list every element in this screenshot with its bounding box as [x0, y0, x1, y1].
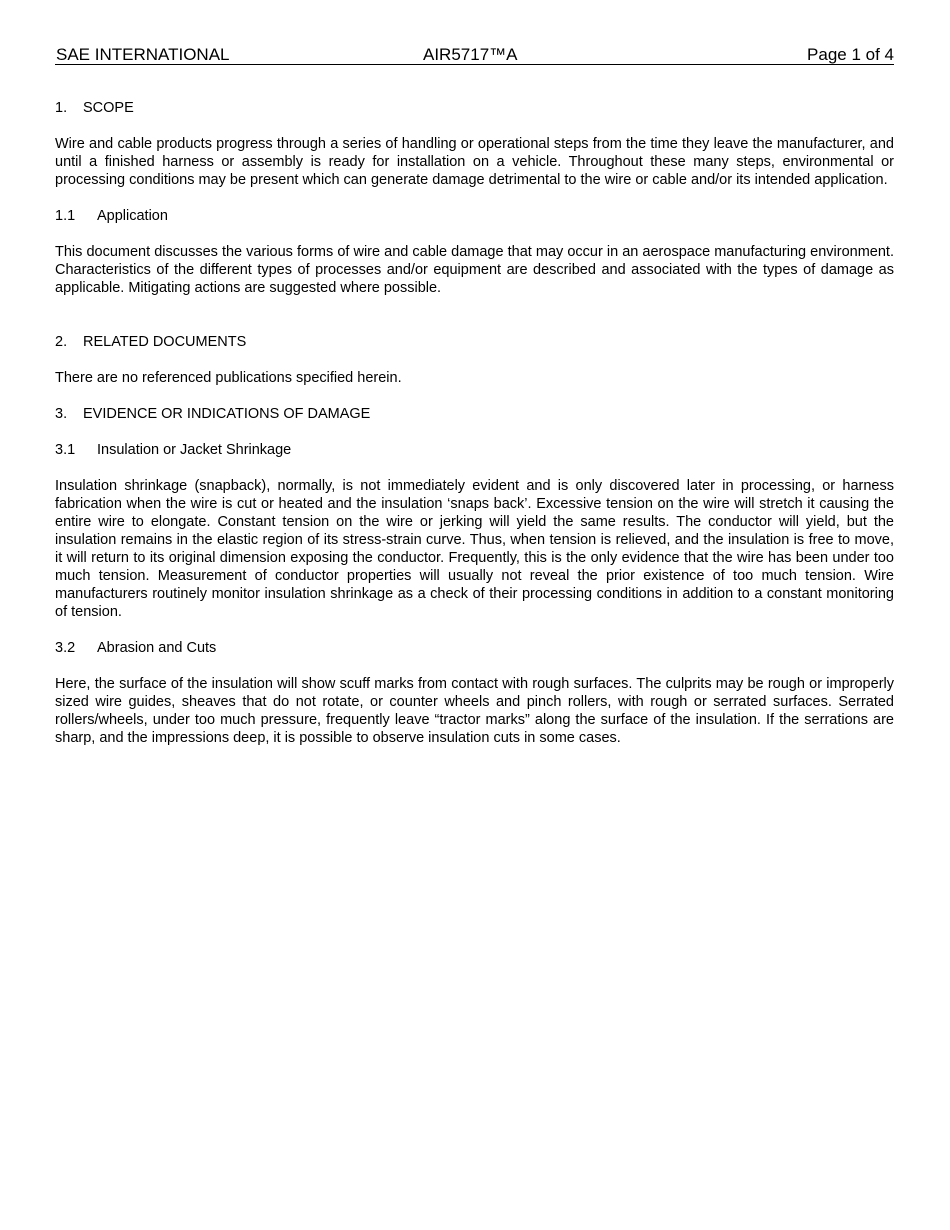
document-page — [55, 44, 894, 747]
section-title: EVIDENCE OR INDICATIONS OF DAMAGE — [83, 406, 371, 422]
header-page-number: Page 1 of 4 — [807, 45, 894, 64]
section-3-2-heading — [55, 639, 894, 657]
section-3-1-paragraph: Insulation shrinkage (snapback), normally, is not immediately evident and is only discovered later in processing, or harness fabrication when the wire is cut or heated and the insulation ‘snaps back’. Excessive tension on the wire will stretch it causing the entire wire to elongate. Constant tension on the wire or jerking will yield the same results. The conductor will yield, but the insulation remains in the elastic region of its stress-strain curve. Thus, when tension is relieved, and the insulation is free to move, it will return to its original dimension exposing the conductor. Frequently, this is the only evidence that the wire has been under too much tension. Measurement of conductor properties will usually not reveal the prior existence of too much tension. Wire manufacturers routinely monitor insulation shrinkage as a check of their processing conditions in addition to a constant monitoring of tension. — [55, 478, 894, 620]
section-title: Application — [97, 208, 168, 224]
section-number: 3.1 — [55, 442, 76, 458]
section-3-2-paragraph: Here, the surface of the insulation will show scuff marks from contact with rough surfaces. The culprits may be rough or improperly sized wire guides, sheaves that do not rotate, or counter wheels and pinch rollers, with rough or serrated surfaces. Serrated rollers/wheels, under too much pressure, frequently leave “tractor marks” along the surface of the insulation. If the serrations are sharp, and the impressions deep, it is possible to observe insulation cuts in some cases. — [55, 676, 894, 746]
section-number: 3. — [55, 406, 68, 422]
section-number: 2. — [55, 334, 68, 350]
document-body — [55, 99, 894, 747]
section-1-1-paragraph: This document discusses the various forms of wire and cable damage that may occur in an aerospace manufacturing environment. Characteristics of the different types of processes and/or equipment are described and associated with the types of damage as applicable. Mitigating actions are suggested where possible. — [55, 244, 894, 296]
header-doc-id: AIR5717™A — [423, 45, 518, 64]
section-title: RELATED DOCUMENTS — [83, 334, 247, 350]
section-title: Insulation or Jacket Shrinkage — [97, 442, 292, 458]
section-number: 1. — [55, 100, 68, 116]
section-1-heading — [55, 99, 894, 117]
section-1-1-heading — [55, 207, 894, 225]
page-header — [55, 44, 894, 65]
section-2-heading — [55, 333, 894, 351]
section-title: SCOPE — [83, 100, 134, 116]
section-3-heading — [55, 405, 894, 423]
section-number: 3.2 — [55, 640, 76, 656]
section-1-paragraph: Wire and cable products progress through a series of handling or operational steps from the time they leave the manufacturer, and until a finished harness or assembly is ready for installation on a vehicle. Throughout these many steps, environmental or processing conditions may be present which can generate damage detrimental to the wire or cable and/or its intended application. — [55, 136, 894, 188]
section-2-paragraph: There are no referenced publications specified herein. — [55, 370, 402, 386]
section-number: 1.1 — [55, 208, 76, 224]
header-org: SAE INTERNATIONAL — [56, 45, 230, 64]
section-title: Abrasion and Cuts — [97, 640, 217, 656]
section-3-1-heading — [55, 441, 894, 459]
